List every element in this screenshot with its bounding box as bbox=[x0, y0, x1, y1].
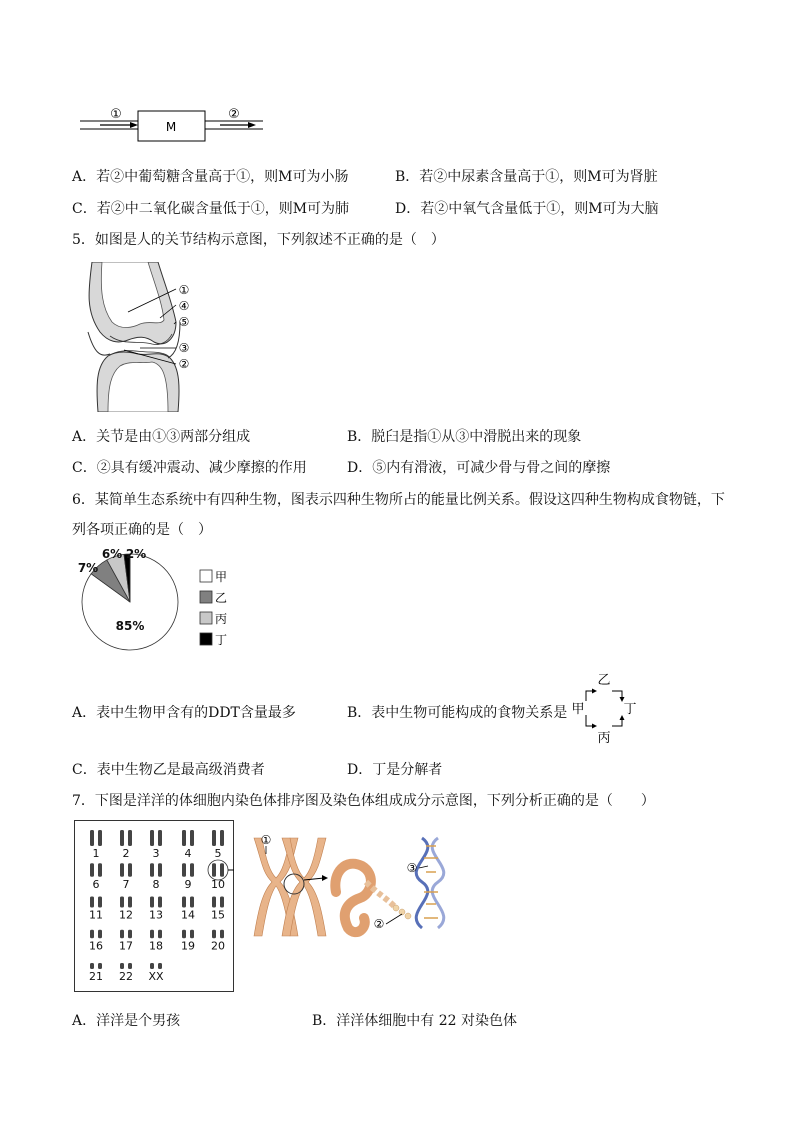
svg-text:6: 6 bbox=[92, 877, 100, 891]
svg-text:16: 16 bbox=[89, 939, 103, 953]
q4-option-a: A．若②中葡萄糖含量高于①，则M可为小肠 bbox=[72, 169, 349, 185]
joint-label-3: ③ bbox=[178, 341, 190, 355]
joint-label-2: ② bbox=[178, 357, 190, 371]
svg-text:11: 11 bbox=[89, 908, 103, 922]
joint-label-4: ④ bbox=[178, 299, 190, 313]
q7-option-b: B．洋洋体细胞中有 22 对染色体 bbox=[312, 1013, 518, 1029]
svg-text:7: 7 bbox=[122, 877, 130, 891]
legend-swatch-乙 bbox=[200, 591, 212, 603]
food-web-bottom: 丙 bbox=[597, 731, 611, 746]
legend-label-乙: 乙 bbox=[215, 591, 228, 605]
structure-label-2: ② bbox=[373, 917, 385, 931]
pie-value-label-丙: 6% bbox=[101, 547, 123, 561]
pie-value-label-丁: 2% bbox=[125, 547, 147, 561]
svg-text:XX: XX bbox=[148, 970, 164, 983]
joint-label-5: ⑤ bbox=[178, 315, 190, 329]
svg-text:10: 10 bbox=[211, 877, 225, 891]
q5-stem: 5．如图是人的关节结构示意图，下列叙述不正确的是（ ） bbox=[72, 232, 445, 248]
organ-box-label: M bbox=[165, 120, 177, 134]
inflow-label: ① bbox=[110, 107, 122, 122]
joint-label-1: ① bbox=[178, 283, 190, 297]
q6-option-a: A．表中生物甲含有的DDT含量最多 bbox=[72, 705, 296, 721]
svg-text:4: 4 bbox=[184, 847, 192, 860]
q4-option-c: C．若②中二氧化碳含量低于①，则M可为肺 bbox=[72, 201, 350, 217]
q6-stem-line1: 6．某简单生态系统中有四种生物，图表示四种生物所占的能量比例关系。假设这四种生物构成食物链，下 bbox=[72, 492, 725, 508]
chromosome-structure-diagram bbox=[236, 832, 466, 942]
q6-stem-line2: 列各项正确的是（ ） bbox=[72, 522, 212, 538]
svg-text:17: 17 bbox=[119, 939, 133, 953]
svg-text:13: 13 bbox=[149, 908, 163, 922]
food-web-top: 乙 bbox=[597, 673, 611, 688]
q6-option-c: C．表中生物乙是最高级消费者 bbox=[72, 762, 265, 778]
structure-label-3: ③ bbox=[406, 861, 418, 875]
legend-swatch-丙 bbox=[200, 612, 212, 624]
q7-stem: 7．下图是洋洋的体细胞内染色体排序图及染色体组成成分示意图，下列分析正确的是（ ） bbox=[72, 793, 655, 809]
legend-swatch-甲 bbox=[200, 570, 212, 582]
food-web-left: 甲 bbox=[571, 702, 585, 717]
q4-option-b: B．若②中尿素含量高于①，则M可为肾脏 bbox=[395, 169, 658, 185]
pie-value-label-甲: 85% bbox=[115, 619, 145, 633]
svg-text:1: 1 bbox=[92, 847, 100, 860]
joint-structure-diagram bbox=[80, 262, 200, 412]
svg-text:22: 22 bbox=[119, 970, 133, 983]
svg-text:14: 14 bbox=[181, 908, 195, 922]
legend-label-丙: 丙 bbox=[215, 612, 228, 626]
food-web-right: 丁 bbox=[623, 702, 637, 717]
legend-swatch-丁 bbox=[200, 633, 212, 645]
q5-option-d: D．⑤内有滑液，可减少骨与骨之间的摩擦 bbox=[347, 460, 611, 476]
q6-option-b: B．表中生物可能构成的食物关系是 bbox=[347, 705, 568, 721]
q5-option-c: C．②具有缓冲震动、减少摩擦的作用 bbox=[72, 460, 307, 476]
energy-pie-chart bbox=[74, 544, 244, 656]
organ-flow-diagram bbox=[80, 104, 270, 144]
svg-text:3: 3 bbox=[152, 847, 160, 860]
pie-value-label-乙: 7% bbox=[77, 561, 99, 575]
outflow-label: ② bbox=[228, 107, 240, 122]
legend-label-丁: 丁 bbox=[215, 633, 228, 647]
legend-label-甲: 甲 bbox=[215, 570, 228, 584]
q7-option-a: A．洋洋是个男孩 bbox=[72, 1013, 181, 1029]
q5-option-a: A．关节是由①③两部分组成 bbox=[72, 429, 251, 445]
svg-text:19: 19 bbox=[181, 939, 195, 953]
q5-option-b: B．脱臼是指①从③中滑脱出来的现象 bbox=[347, 429, 582, 445]
svg-text:21: 21 bbox=[89, 970, 103, 983]
svg-text:5: 5 bbox=[214, 847, 222, 860]
food-web-diagram bbox=[568, 670, 640, 746]
svg-text:8: 8 bbox=[152, 877, 160, 891]
svg-text:12: 12 bbox=[119, 908, 133, 922]
svg-text:9: 9 bbox=[184, 877, 192, 891]
q6-option-d: D．丁是分解者 bbox=[347, 762, 443, 778]
svg-text:18: 18 bbox=[149, 939, 163, 953]
structure-label-1: ① bbox=[260, 833, 272, 847]
karyotype-diagram bbox=[74, 820, 234, 992]
q4-option-d: D．若②中氧气含量低于①，则M可为大脑 bbox=[395, 201, 659, 217]
svg-text:15: 15 bbox=[211, 908, 225, 922]
svg-text:2: 2 bbox=[122, 847, 130, 860]
svg-text:20: 20 bbox=[211, 939, 225, 953]
